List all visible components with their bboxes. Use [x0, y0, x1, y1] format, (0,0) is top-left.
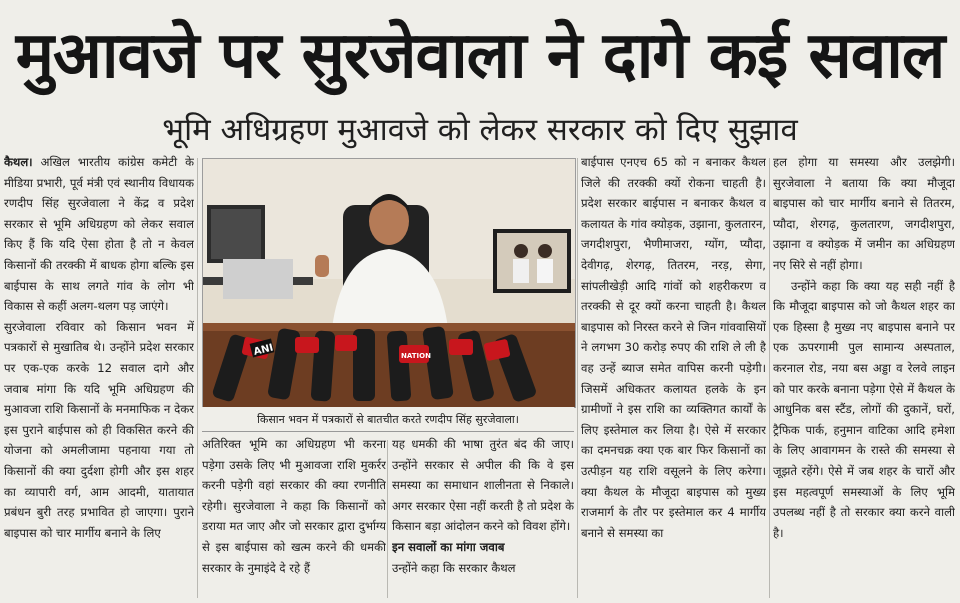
dateline: कैथल। [4, 155, 33, 169]
photo-caption: किसान भवन में पत्रकारों से बातचीत करते रणदीप सिंह सुरजेवाला। [202, 407, 574, 432]
paragraph-press-meet: सुरजेवाला रविवार को किसान भवन में पत्रकारों से मुखातिब थे। उन्होंने प्रदेश सरकार पर एक-एक करके 12 सवाल दागे और जवाब मांगा कि यदि भूमि अधिग्रहण की मुआवजा राशि किसानों के मनमाफिक न देकर इस पुराने बाईपास को ही विकसित करने की योजना को अमलीजामा पहनाया गया तो किसानों की क्या दुर्दशा होगी और इस शहर का व्यापारी वर्ग, आम आदमी, यातायात प्रबंधन बुरी तरह प्रभावित हो जाएगा। पुराने बाइपास को चार मार्गीय बनाने के लिए [4, 319, 194, 540]
paragraph-col4: बाईपास एनएच 65 को न बनाकर कैथल जिले की तरक्की क्यों रोकना चाहती है। प्रदेश सरकार बाईपास न बनाकर कैथल व कलायत के गांव क्योड़क, उझाना, कुलतारन, जगदीशपुरा, भैणीमाजरा, ग्योंग, प्यौदा, देवीगढ़, शेरगढ़, तितरम, नरड़, सेगा, सांपलीखेड़ी आदि गांवों को शहरीकरण व तरक्की से दूर क्यों करना चाहती है। कैथल बाइपास को निरस्त करने से जिन गांववासियों ने लगभग 30 करोड़ रुपए की राशि ले ली है वह उन्हें ब्याज समेत वापिस करनी पड़ेगी। जिसमें अधिकतर कलायत हलके के इन ग्रामीणों ने इस राशि का व्यक्तिगत कार्यों के लिए इस्तेमाल कर लिया है। ऐसे में सरकार का दमनचक्र क्या एक बार फिर किसानों का उत्पीड़न यह राशि वसूलने के लिए करेगा। क्या कैथल के मौजूदा बाइपास को मुख्य राजमार्ग के तौर पर इस्तेमाल कर 4 मार्गीय बनाने से समस्या का [581, 155, 766, 540]
paragraph-col5-b: उन्होंने कहा कि क्या यह सही नहीं है कि मौजूदा बाइपास को जो कैथल शहर का एक हिस्सा है मुख्य नए बाइपास बनाने पर एक ऊपरगामी पुल सामान्य अस्पताल, करनाल रोड, नया बस अड्डा व रेलवे लाइन को पार करके बनाना पड़ेगा ऐसे में कैथल के आधुनिक बस स्टैंड, लोगों की दुकानें, घरों, ट्रैफिक पार्क, हनुमान वाटिका आदि हमेशा के लिए आवागमन के रास्ते की समस्या से जूझते रहेंगे। ऐसे में जब शहर के चारों और इस महत्वपूर्ण समस्याओं के लिए भूमि उपलब्ध नहीं है तो सरकार क्या करने वाली है। [773, 278, 955, 540]
paragraph-col5-a: हल होगा या समस्या और उलझेगी। सुरजेवाला ने बताया कि क्या मौजूदा बाइपास को चार मार्गीय बनाने से तितरम, प्यौदा, शेरगढ़, कुलतारण, जगदीशपुरा, उझाना व क्योड़क में जमीन का अधिग्रहण नए सिरे से नहीं होगा। [773, 155, 955, 272]
article-photo [202, 158, 576, 408]
mic-label-ani: ANI [252, 342, 275, 358]
article-column-5 [773, 152, 955, 600]
paragraph-intro: अखिल भारतीय कांग्रेस कमेटी के मीडिया प्रभारी, पूर्व मंत्री एवं स्थानीय विधायक रणदीप सिंह सुरजेवाला ने केंद्र व प्रदेश सरकार से भूमि अधिग्रहण को लेकर सवाल किए हैं कि यदि ऐसा होता है तो न केवल किसानों की तरक्की में बाधक होगा बल्कि इस बाईपास के साथ लगते गांव के लोग भी विकास से कहीं अलग-थलग पड़ जाएंगे। [4, 155, 194, 314]
article-column-1 [4, 152, 194, 600]
headline: मुआवजे पर सुरजेवाला ने दागे कई सवाल [15, 18, 945, 93]
subheadline: भूमि अधिग्रहण मुआवजे को लेकर सरकार को दिए सुझाव [162, 112, 798, 148]
article-column-2 [202, 434, 386, 600]
paragraph-col2: अतिरिक्त भूमि का अधिग्रहण भी करना पड़ेगा उसके लिए भी मुआवजा राशि मुकर्रर करनी पड़ेगी वहां सरकार की क्या रणनीति रहेगी। सुरजेवाला ने कहा कि किसानों को डराया मत जाए और जो सरकार द्वारा दुर्भाग्य से इस बाईपास को खत्म करने की धमकी सरकार के नुमाइंदे दे रहे हैं [202, 437, 386, 575]
article-column-3 [392, 434, 574, 600]
paragraph-col3: यह धमकी की भाषा तुरंत बंद की जाए। उन्होंने सरकार से अपील की कि वे इस समस्या का समाधान शालीनता से निकाले। अगर सरकार ऐसा नहीं करती है तो प्रदेश के किसान बड़ा आंदोलन करने को विवश होंगे। [392, 437, 574, 534]
mic-label-nation: NATION [401, 352, 431, 360]
paragraph-col3-tail: उन्होंने कहा कि सरकार कैथल [392, 560, 516, 575]
article-column-4 [581, 152, 766, 600]
questions-subheading: इन सवालों का मांगा जवाब [392, 539, 505, 554]
